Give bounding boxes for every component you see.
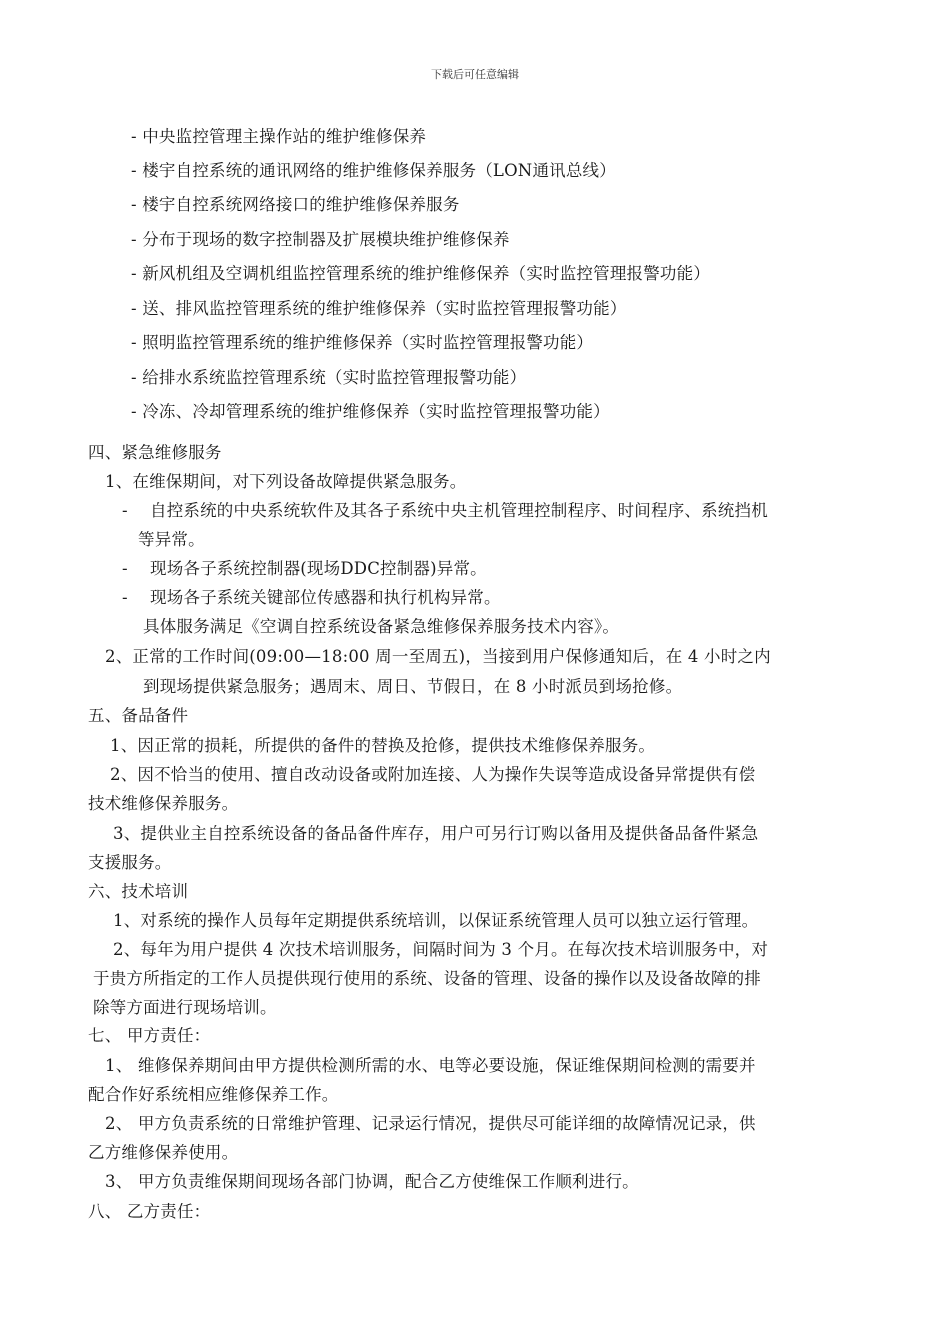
paragraph: 等异常。 bbox=[138, 530, 205, 549]
list-item: - 送、排风监控管理系统的维护维修保养（实时监控管理报警功能） bbox=[131, 299, 627, 318]
list-item: - 楼宇自控系统的通讯网络的维护维修保养服务（LON通讯总线） bbox=[131, 161, 616, 180]
dash-marker: - bbox=[122, 588, 128, 607]
paragraph: 3、 甲方负责维保期间现场各部门协调，配合乙方使维保工作顺利进行。 bbox=[105, 1172, 639, 1191]
paragraph: 2、每年为用户提供 4 次技术培训服务，间隔时间为 3 个月。在每次技术培训服务中，对 bbox=[113, 940, 769, 959]
list-item: - 分布于现场的数字控制器及扩展模块维护维修保养 bbox=[131, 230, 510, 249]
section-title-spare-parts: 五、备品备件 bbox=[88, 706, 189, 725]
paragraph: 于贵方所指定的工作人员提供现行使用的系统、设备的管理、设备的操作以及设备故障的排 bbox=[93, 969, 761, 988]
section-title-party-a: 七、 甲方责任： bbox=[88, 1026, 211, 1045]
list-item: - 给排水系统监控管理系统（实时监控管理报警功能） bbox=[131, 368, 527, 387]
paragraph: 3、提供业主自控系统设备的备品备件库存，用户可另行订购以备用及提供备品备件紧急 bbox=[113, 824, 759, 843]
paragraph: 2、正常的工作时间(09:00—18:00 周一至周五)，当接到用户保修通知后，在 4 小时之内 bbox=[105, 647, 771, 666]
paragraph: 技术维修保养服务。 bbox=[88, 794, 239, 813]
paragraph: 1、 维修保养期间由甲方提供检测所需的水、电等必要设施，保证维保期间检测的需要并 bbox=[105, 1056, 756, 1075]
paragraph: 乙方维修保养使用。 bbox=[88, 1143, 239, 1162]
paragraph: 到现场提供紧急服务；遇周末、周日、节假日，在 8 小时派员到场抢修。 bbox=[143, 677, 683, 696]
list-item: - 照明监控管理系统的维护维修保养（实时监控管理报警功能） bbox=[131, 333, 594, 352]
dash-marker: - bbox=[122, 559, 128, 578]
paragraph: 2、因不恰当的使用、擅自改动设备或附加连接、人为操作失误等造成设备异常提供有偿 bbox=[110, 765, 756, 784]
paragraph: 配合作好系统相应维修保养工作。 bbox=[88, 1085, 339, 1104]
paragraph: 具体服务满足《空调自控系统设备紧急维修保养服务技术内容》。 bbox=[143, 617, 620, 636]
list-item: - 冷冻、冷却管理系统的维护维修保养（实时监控管理报警功能） bbox=[131, 402, 610, 421]
paragraph: 现场各子系统控制器(现场DDC控制器)异常。 bbox=[150, 559, 487, 578]
dash-marker: - bbox=[122, 501, 128, 520]
list-item: - 中央监控管理主操作站的维护维修保养 bbox=[131, 127, 427, 146]
list-item: - 楼宇自控系统网络接口的维护维修保养服务 bbox=[131, 195, 460, 214]
paragraph: 自控系统的中央系统软件及其各子系统中央主机管理控制程序、时间程序、系统挡机 bbox=[150, 501, 768, 520]
paragraph: 1、因正常的损耗，所提供的备件的替换及抢修，提供技术维修保养服务。 bbox=[110, 736, 656, 755]
section-title-party-b: 八、 乙方责任： bbox=[88, 1202, 211, 1221]
paragraph: 除等方面进行现场培训。 bbox=[93, 998, 277, 1017]
section-title-training: 六、技术培训 bbox=[88, 882, 189, 901]
section-title-emergency: 四、紧急维修服务 bbox=[88, 443, 222, 462]
paragraph: 支援服务。 bbox=[88, 853, 172, 872]
paragraph: 1、在维保期间，对下列设备故障提供紧急服务。 bbox=[105, 472, 467, 491]
page-header: 下载后可任意编辑 bbox=[431, 68, 519, 81]
list-item: - 新风机组及空调机组监控管理系统的维护维修保养（实时监控管理报警功能） bbox=[131, 264, 711, 283]
paragraph: 现场各子系统关键部位传感器和执行机构异常。 bbox=[150, 588, 501, 607]
paragraph: 2、 甲方负责系统的日常维护管理、记录运行情况，提供尽可能详细的故障情况记录，供 bbox=[105, 1114, 756, 1133]
paragraph: 1、对系统的操作人员每年定期提供系统培训，以保证系统管理人员可以独立运行管理。 bbox=[113, 911, 759, 930]
